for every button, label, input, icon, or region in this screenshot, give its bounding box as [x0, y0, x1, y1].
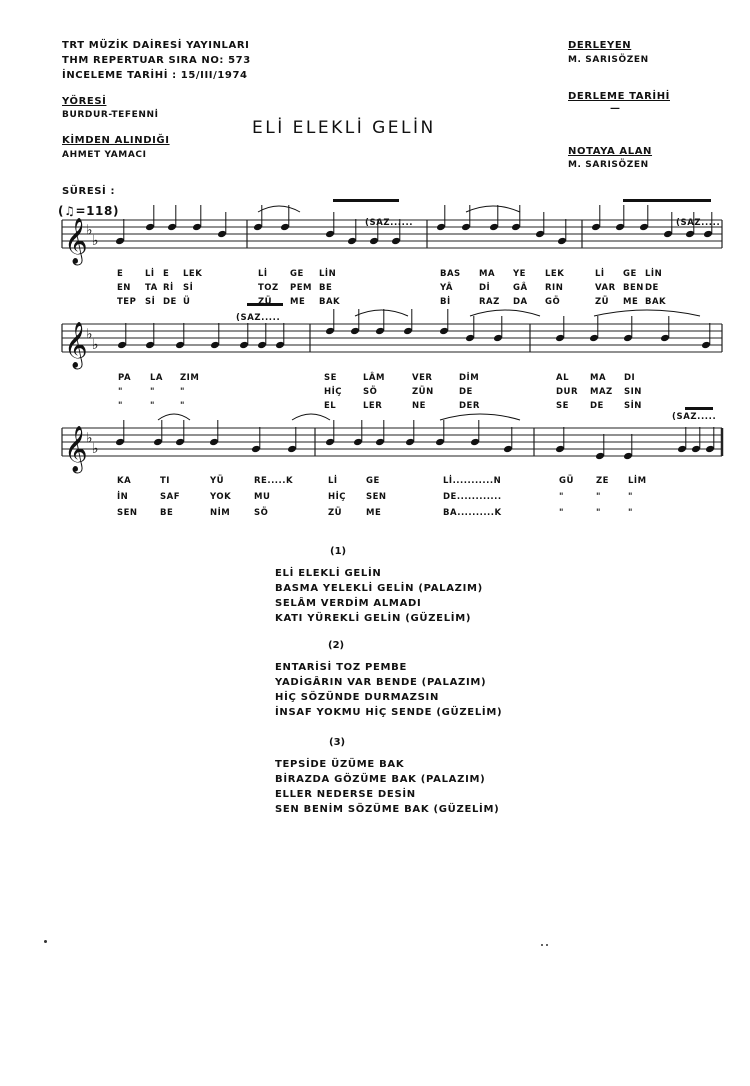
lyric-syllable: DİM	[459, 373, 480, 383]
lyric-syllable: GÂ	[513, 283, 528, 293]
verse-line: ENTARİSİ TOZ PEMBE	[275, 662, 408, 673]
lyric-syllable: ZÜ	[258, 297, 273, 307]
lyric-syllable: VAR	[595, 283, 616, 293]
lyric-syllable: SE	[556, 401, 569, 411]
lyric-syllable: MA	[590, 373, 607, 383]
verse-line: KATI YÜREKLİ GELİN (GÜZELİM)	[275, 613, 472, 624]
lyric-syllable: Lİ...........N	[443, 476, 502, 486]
compile-date-label: DERLEME TARİHİ	[568, 91, 670, 102]
lyric-syllable: DA	[513, 297, 528, 307]
verse-line: YADİGÂRIN VAR BENDE (PALAZIM)	[275, 677, 487, 688]
lyric-syllable: Lİ	[145, 269, 155, 279]
lyric-syllable: LEK	[545, 269, 565, 279]
tie	[292, 414, 330, 420]
lyric-syllable: RAZ	[479, 297, 500, 307]
lyric-syllable: Sİ	[183, 283, 194, 293]
lyric-syllable: "	[150, 401, 155, 411]
scan-speck	[546, 944, 548, 946]
lyric-syllable: LİN	[319, 269, 337, 279]
lyric-syllable: DE	[459, 387, 473, 397]
lyric-syllable: SE	[324, 373, 337, 383]
lyric-syllable: Dİ	[479, 283, 491, 293]
lyric-syllable: GE	[366, 476, 380, 486]
lyric-syllable: RIN	[545, 283, 564, 293]
saz-mark: (SAZ.....	[672, 412, 717, 422]
treble-clef: 𝄞	[64, 218, 88, 264]
treble-clef: 𝄞	[64, 322, 88, 368]
lyric-syllable: BAK	[319, 297, 341, 307]
lyric-syllable: Bİ	[440, 297, 451, 307]
lyric-syllable: DI	[624, 373, 636, 383]
lyric-syllable: LİN	[645, 269, 663, 279]
lyric-syllable: ZE	[596, 476, 609, 486]
flat-sign: ♭	[92, 233, 99, 249]
review-date: İNCELEME TARİHİ : 15/III/1974	[62, 70, 248, 81]
lyric-syllable: MAZ	[590, 387, 613, 397]
lyric-syllable: "	[118, 401, 123, 411]
source-value: AHMET YAMACI	[62, 150, 147, 160]
lyric-syllable: BE	[160, 508, 174, 518]
tie	[466, 206, 520, 212]
flat-sign: ♭	[92, 337, 99, 353]
lyric-syllable: "	[180, 387, 185, 397]
verse-number: (3)	[329, 737, 346, 748]
flat-sign: ♭	[86, 326, 93, 343]
lyric-syllable: "	[118, 387, 123, 397]
lyric-syllable: LİM	[628, 476, 647, 486]
source-label: KİMDEN ALINDIĞI	[62, 135, 170, 146]
tempo-marking: (♫=118)	[58, 204, 120, 218]
lyric-syllable: TOZ	[258, 283, 279, 293]
tie	[594, 310, 700, 316]
treble-clef: 𝄞	[64, 426, 88, 472]
lyric-syllable: HİÇ	[328, 492, 347, 502]
transcriber-label: NOTAYA ALAN	[568, 146, 653, 157]
lyric-syllable: SİN	[624, 401, 642, 411]
lyric-syllable: "	[559, 492, 564, 502]
lyric-syllable: SEN	[117, 508, 138, 518]
lyric-syllable: LA	[150, 373, 163, 383]
lyric-syllable: SÖ	[363, 387, 378, 397]
lyric-syllable: GE	[290, 269, 304, 279]
verse-line: BASMA YELEKLİ GELİN (PALAZIM)	[275, 583, 483, 594]
flat-sign: ♭	[92, 441, 99, 457]
lyric-syllable: ZÜ	[595, 297, 610, 307]
tie	[440, 414, 520, 420]
verse-line: ELLER NEDERSE DESİN	[275, 789, 416, 800]
tie	[158, 414, 190, 420]
beam	[333, 199, 399, 202]
lyric-syllable: "	[628, 508, 633, 518]
lyric-syllable: YÜ	[210, 476, 225, 486]
saz-mark: (SAZ......	[365, 218, 414, 228]
lyric-syllable: DUR	[556, 387, 579, 397]
lyric-syllable: BAS	[440, 269, 461, 279]
lyric-syllable: NE	[412, 401, 426, 411]
lyric-syllable: DER	[459, 401, 480, 411]
lyric-syllable: LEK	[183, 269, 203, 279]
compiler-value: M. SARISÖZEN	[568, 55, 649, 65]
lyric-syllable: PEM	[290, 283, 312, 293]
lyric-syllable: YÂ	[440, 283, 453, 293]
lyric-syllable: ZÜN	[412, 387, 434, 397]
tie	[470, 310, 540, 316]
lyric-syllable: EL	[324, 401, 337, 411]
flat-sign: ♭	[86, 222, 93, 239]
scan-speck	[541, 944, 543, 946]
tie	[258, 206, 300, 212]
lyric-syllable: Sİ	[145, 297, 156, 307]
lyric-syllable: Rİ	[163, 283, 174, 293]
lyric-syllable: ME	[623, 297, 639, 307]
repertoire-number: THM REPERTUAR SIRA NO: 573	[62, 55, 251, 66]
lyric-syllable: İN	[117, 492, 129, 502]
flat-sign: ♭	[86, 430, 93, 447]
verse-line: SELÂM VERDİM ALMADI	[275, 598, 422, 609]
lyric-syllable: Lİ	[595, 269, 605, 279]
lyric-syllable: BEN	[623, 283, 644, 293]
lyric-syllable: "	[628, 492, 633, 502]
lyric-syllable: ZIM	[180, 373, 200, 383]
lyric-syllable: BAK	[645, 297, 667, 307]
lyric-syllable: YOK	[210, 492, 232, 502]
verse-number: (1)	[330, 546, 347, 557]
lyric-syllable: Lİ	[328, 476, 338, 486]
lyric-syllable: GÖ	[545, 297, 561, 307]
verse-line: BİRAZDA GÖZÜME BAK (PALAZIM)	[275, 774, 486, 785]
lyric-syllable: DE	[163, 297, 177, 307]
lyric-syllable: SÖ	[254, 508, 269, 518]
lyric-syllable: SIN	[624, 387, 642, 397]
region-value: BURDUR-TEFENNİ	[62, 110, 159, 120]
duration-label: SÜRESİ :	[62, 186, 116, 197]
scan-speck	[44, 940, 47, 943]
saz-mark: (SAZ.....	[236, 313, 281, 323]
verse-line: SEN BENİM SÖZÜME BAK (GÜZELİM)	[275, 804, 500, 815]
beam	[685, 407, 713, 410]
lyric-syllable: GÜ	[559, 476, 574, 486]
transcriber-value: M. SARISÖZEN	[568, 160, 649, 170]
lyric-syllable: ME	[366, 508, 382, 518]
lyric-syllable: RE.....K	[254, 476, 294, 486]
lyric-syllable: NİM	[210, 508, 231, 518]
lyric-syllable: MA	[479, 269, 496, 279]
lyric-syllable: SAF	[160, 492, 181, 502]
lyric-syllable: Lİ	[258, 269, 268, 279]
lyric-syllable: DE	[645, 283, 659, 293]
lyric-syllable: BE	[319, 283, 333, 293]
lyric-syllable: SEN	[366, 492, 387, 502]
compile-date-value: —	[610, 103, 621, 114]
verse-line: HİÇ SÖZÜNDE DURMAZSIN	[275, 692, 440, 703]
lyric-syllable: LÂM	[363, 373, 385, 383]
lyric-syllable: Ü	[183, 297, 191, 307]
verse-number: (2)	[328, 640, 345, 651]
song-title: ELİ ELEKLİ GELİN	[252, 118, 436, 138]
lyric-syllable: TI	[160, 476, 170, 486]
region-label: YÖRESİ	[62, 96, 107, 107]
lyric-syllable: AL	[556, 373, 569, 383]
lyric-syllable: "	[180, 401, 185, 411]
lyric-syllable: DE	[590, 401, 604, 411]
lyric-syllable: "	[596, 492, 601, 502]
tie	[355, 310, 408, 316]
lyric-syllable: ME	[290, 297, 306, 307]
lyric-syllable: YE	[513, 269, 526, 279]
compiler-label: DERLEYEN	[568, 40, 632, 51]
lyric-syllable: DE............	[443, 492, 502, 502]
lyric-syllable: PA	[118, 373, 132, 383]
publisher-line: TRT MÜZİK DAİRESİ YAYINLARI	[62, 40, 250, 51]
lyric-syllable: ZÜ	[328, 508, 343, 518]
lyric-syllable: HİÇ	[324, 387, 343, 397]
lyric-syllable: BA..........K	[443, 508, 502, 518]
lyric-syllable: "	[559, 508, 564, 518]
verse-line: İNSAF YOKMU HİÇ SENDE (GÜZELİM)	[275, 707, 503, 718]
lyric-syllable: E	[117, 269, 124, 279]
lyric-syllable: "	[150, 387, 155, 397]
saz-mark: (SAZ.....	[676, 218, 721, 228]
beam	[623, 199, 711, 202]
lyric-syllable: "	[596, 508, 601, 518]
verse-line: TEPSİDE ÜZÜME BAK	[275, 759, 405, 770]
lyric-syllable: VER	[412, 373, 433, 383]
lyric-syllable: E	[163, 269, 170, 279]
lyric-syllable: LER	[363, 401, 383, 411]
lyric-syllable: KA	[117, 476, 132, 486]
lyric-syllable: MU	[254, 492, 271, 502]
verse-line: ELİ ELEKLİ GELİN	[275, 568, 382, 579]
lyric-syllable: TA	[145, 283, 158, 293]
lyric-syllable: TEP	[117, 297, 137, 307]
lyric-syllable: GE	[623, 269, 637, 279]
lyric-syllable: EN	[117, 283, 131, 293]
